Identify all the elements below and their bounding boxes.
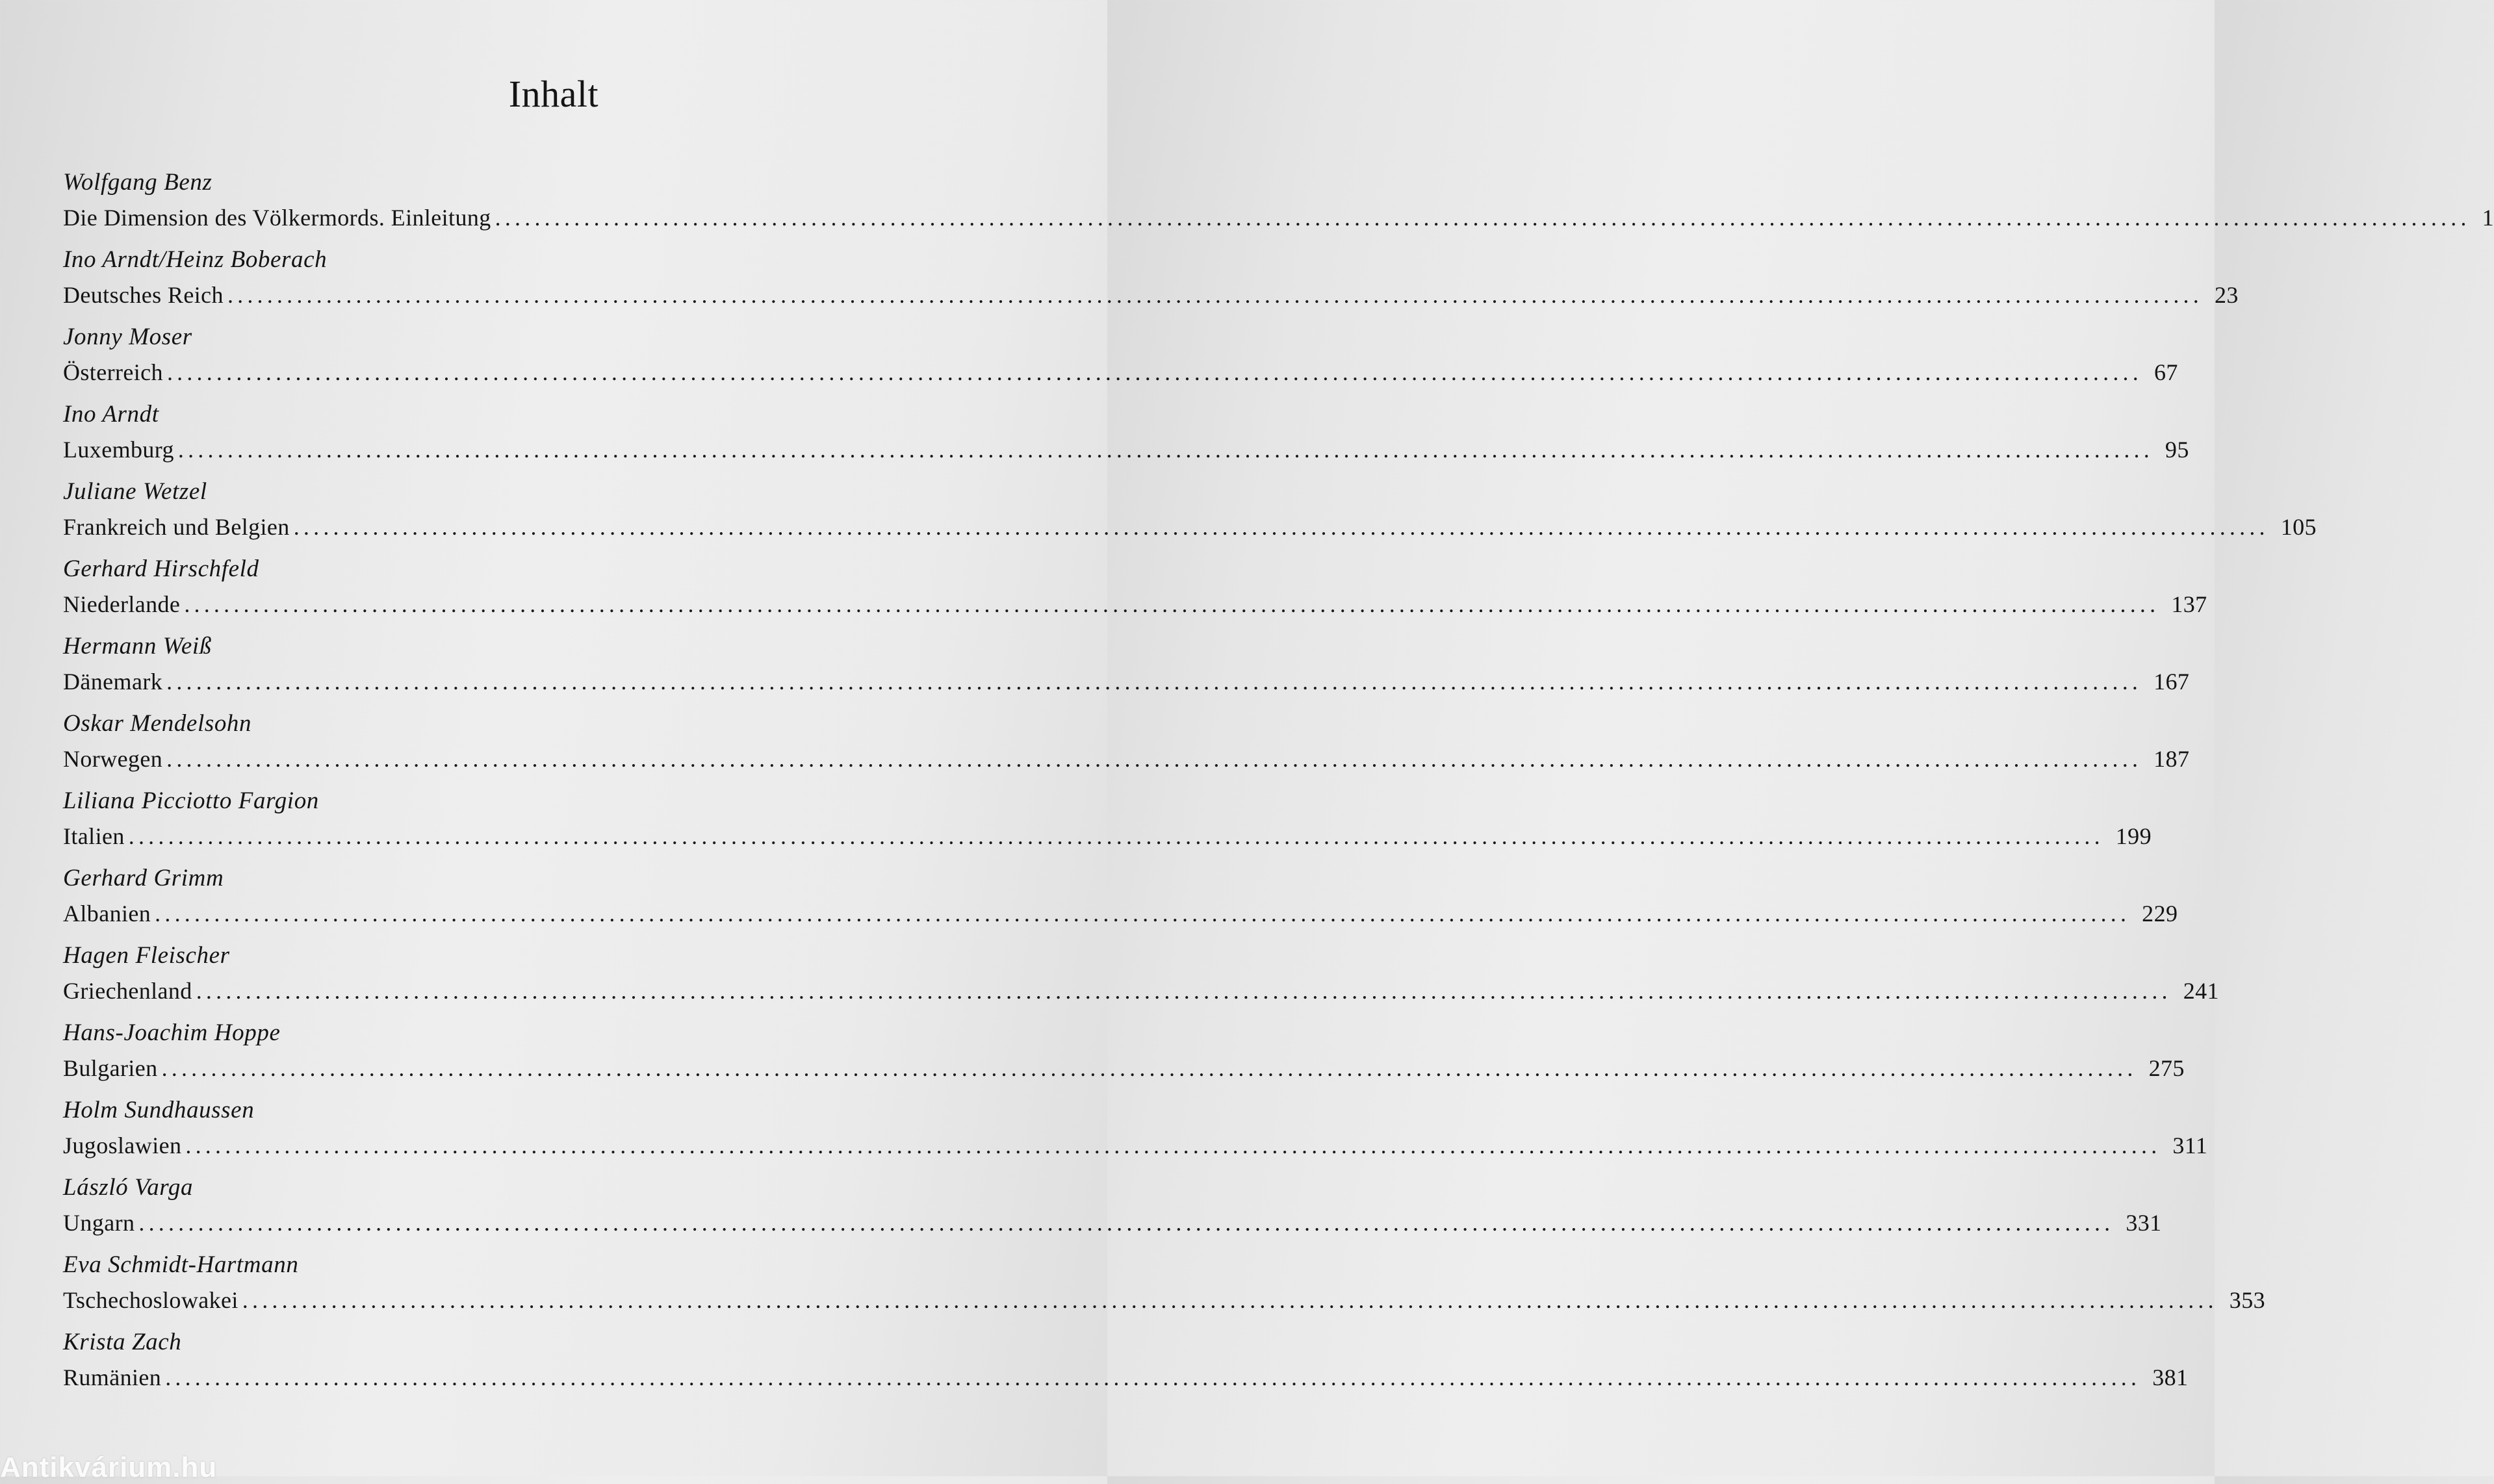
leader-dots: ........................................................................................................................................................................................................ [161, 1055, 2137, 1081]
toc-line[interactable] [63, 894, 2178, 933]
toc-entry [63, 554, 2207, 631]
leader-dots: ........................................................................................................................................................................................................ [177, 437, 2153, 463]
toc-page-number: 229 [2142, 901, 2178, 927]
toc-line[interactable] [63, 1358, 2189, 1397]
toc-author: Ino Arndt [63, 401, 159, 428]
toc-page-number: 275 [2148, 1055, 2185, 1081]
toc-entry [63, 1017, 2185, 1095]
toc-author: Oskar Mendelsohn [63, 710, 252, 737]
toc-title: Italien [63, 823, 125, 849]
toc-entry [63, 322, 2178, 399]
toc-line[interactable] [63, 275, 2239, 314]
leader-dots: ........................................................................................................................................................................................................ [128, 823, 2104, 849]
toc-author: Gerhard Hirschfeld [63, 556, 259, 582]
page-title: Inhalt [508, 72, 599, 115]
toc-entry [63, 1172, 2162, 1249]
toc-entry [63, 631, 2190, 708]
toc-page-number: 241 [2183, 978, 2219, 1004]
leader-dots: ........................................................................................................................................................................................................ [184, 591, 2160, 617]
toc-entry [63, 863, 2178, 940]
leader-dots: ........................................................................................................................................................................................................ [138, 1210, 2115, 1236]
toc-line[interactable] [63, 1126, 2208, 1165]
toc-page-number: 187 [2153, 746, 2190, 772]
toc-author: Hans-Joachim Hoppe [63, 1019, 281, 1046]
leader-dots: ........................................................................................................................................................................................................ [166, 669, 2142, 695]
toc-author: Wolfgang Benz [63, 169, 212, 196]
toc-title: Luxemburg [63, 437, 174, 463]
toc-title: Die Dimension des Völkermords. Einleitung [63, 205, 491, 231]
toc-page-number: 137 [2171, 591, 2207, 617]
leader-dots: ........................................................................................................................................................................................................ [166, 746, 2142, 772]
toc-line[interactable] [63, 817, 2152, 856]
toc-title: Österreich [63, 359, 163, 385]
toc-title: Niederlande [63, 591, 181, 617]
toc-page-number: 67 [2153, 359, 2178, 385]
toc-line[interactable] [63, 1049, 2185, 1088]
table-of-contents [63, 167, 2494, 1404]
toc-page-number: 331 [2126, 1210, 2162, 1236]
toc-page-number: 199 [2115, 823, 2152, 849]
leader-dots: ........................................................................................................................................................................................................ [155, 901, 2131, 927]
toc-entry [63, 786, 2152, 863]
leader-dots: ........................................................................................................................................................................................................ [293, 514, 2269, 540]
toc-author: Hagen Fleischer [63, 942, 230, 969]
toc-page-number: 105 [2280, 514, 2317, 540]
toc-line[interactable] [63, 662, 2190, 701]
toc-page-number: 311 [2172, 1132, 2208, 1158]
toc-author: Eva Schmidt-Hartmann [63, 1251, 299, 1278]
leader-dots: ........................................................................................................................................................................................................ [227, 282, 2203, 308]
toc-title: Frankreich und Belgien [63, 514, 290, 540]
toc-title: Jugoslawien [63, 1132, 182, 1158]
toc-page-number: 23 [2214, 282, 2239, 308]
toc-author: Holm Sundhaussen [63, 1097, 255, 1123]
toc-line[interactable] [63, 198, 2494, 237]
toc-page-number: 1 [2482, 205, 2494, 231]
toc-line[interactable] [63, 1281, 2265, 1320]
leader-dots: ........................................................................................................................................................................................................ [242, 1287, 2218, 1313]
toc-title: Ungarn [63, 1210, 135, 1236]
toc-title: Norwegen [63, 746, 163, 772]
toc-entry [63, 708, 2190, 786]
toc-entry [63, 399, 2189, 476]
toc-line[interactable] [63, 353, 2178, 392]
toc-line[interactable] [63, 739, 2190, 778]
leader-dots: ........................................................................................................................................................................................................ [166, 359, 2142, 385]
toc-entry [63, 1327, 2189, 1404]
toc-title: Griechenland [63, 978, 192, 1004]
toc-page-number: 167 [2153, 669, 2190, 695]
toc-entry [63, 940, 2219, 1017]
watermark-logo: Antikvárium.hu [0, 1452, 218, 1483]
toc-author: László Varga [63, 1174, 194, 1201]
toc-title: Bulgarien [63, 1055, 158, 1081]
leader-dots: ........................................................................................................................................................................................................ [185, 1132, 2161, 1158]
toc-line[interactable] [63, 971, 2219, 1010]
toc-author: Liliana Picciotto Fargion [63, 787, 319, 814]
toc-entry [63, 244, 2239, 322]
toc-entry [63, 1095, 2208, 1172]
toc-author: Gerhard Grimm [63, 865, 224, 891]
toc-entry [63, 1249, 2265, 1327]
toc-line[interactable] [63, 585, 2207, 624]
toc-line[interactable] [63, 1203, 2162, 1242]
toc-page-number: 95 [2165, 437, 2189, 463]
toc-title: Tschechoslowakei [63, 1287, 238, 1313]
toc-title: Albanien [63, 901, 151, 927]
toc-author: Hermann Weiß [63, 633, 212, 659]
leader-dots: ........................................................................................................................................................................................................ [495, 205, 2471, 231]
toc-title: Rumänien [63, 1364, 162, 1390]
toc-title: Deutsches Reich [63, 282, 224, 308]
toc-line[interactable] [63, 430, 2189, 469]
toc-entry [63, 167, 2494, 244]
toc-title: Dänemark [63, 669, 163, 695]
leader-dots: ........................................................................................................................................................................................................ [165, 1364, 2141, 1390]
toc-author: Ino Arndt/Heinz Boberach [63, 246, 328, 273]
toc-author: Jonny Moser [63, 324, 192, 350]
toc-entry [63, 476, 2317, 554]
leader-dots: ........................................................................................................................................................................................................ [196, 978, 2172, 1004]
toc-page-number: 353 [2229, 1287, 2265, 1313]
toc-author: Krista Zach [63, 1329, 182, 1355]
toc-line[interactable] [63, 507, 2317, 546]
toc-author: Juliane Wetzel [63, 478, 207, 505]
toc-page-number: 381 [2152, 1364, 2189, 1390]
